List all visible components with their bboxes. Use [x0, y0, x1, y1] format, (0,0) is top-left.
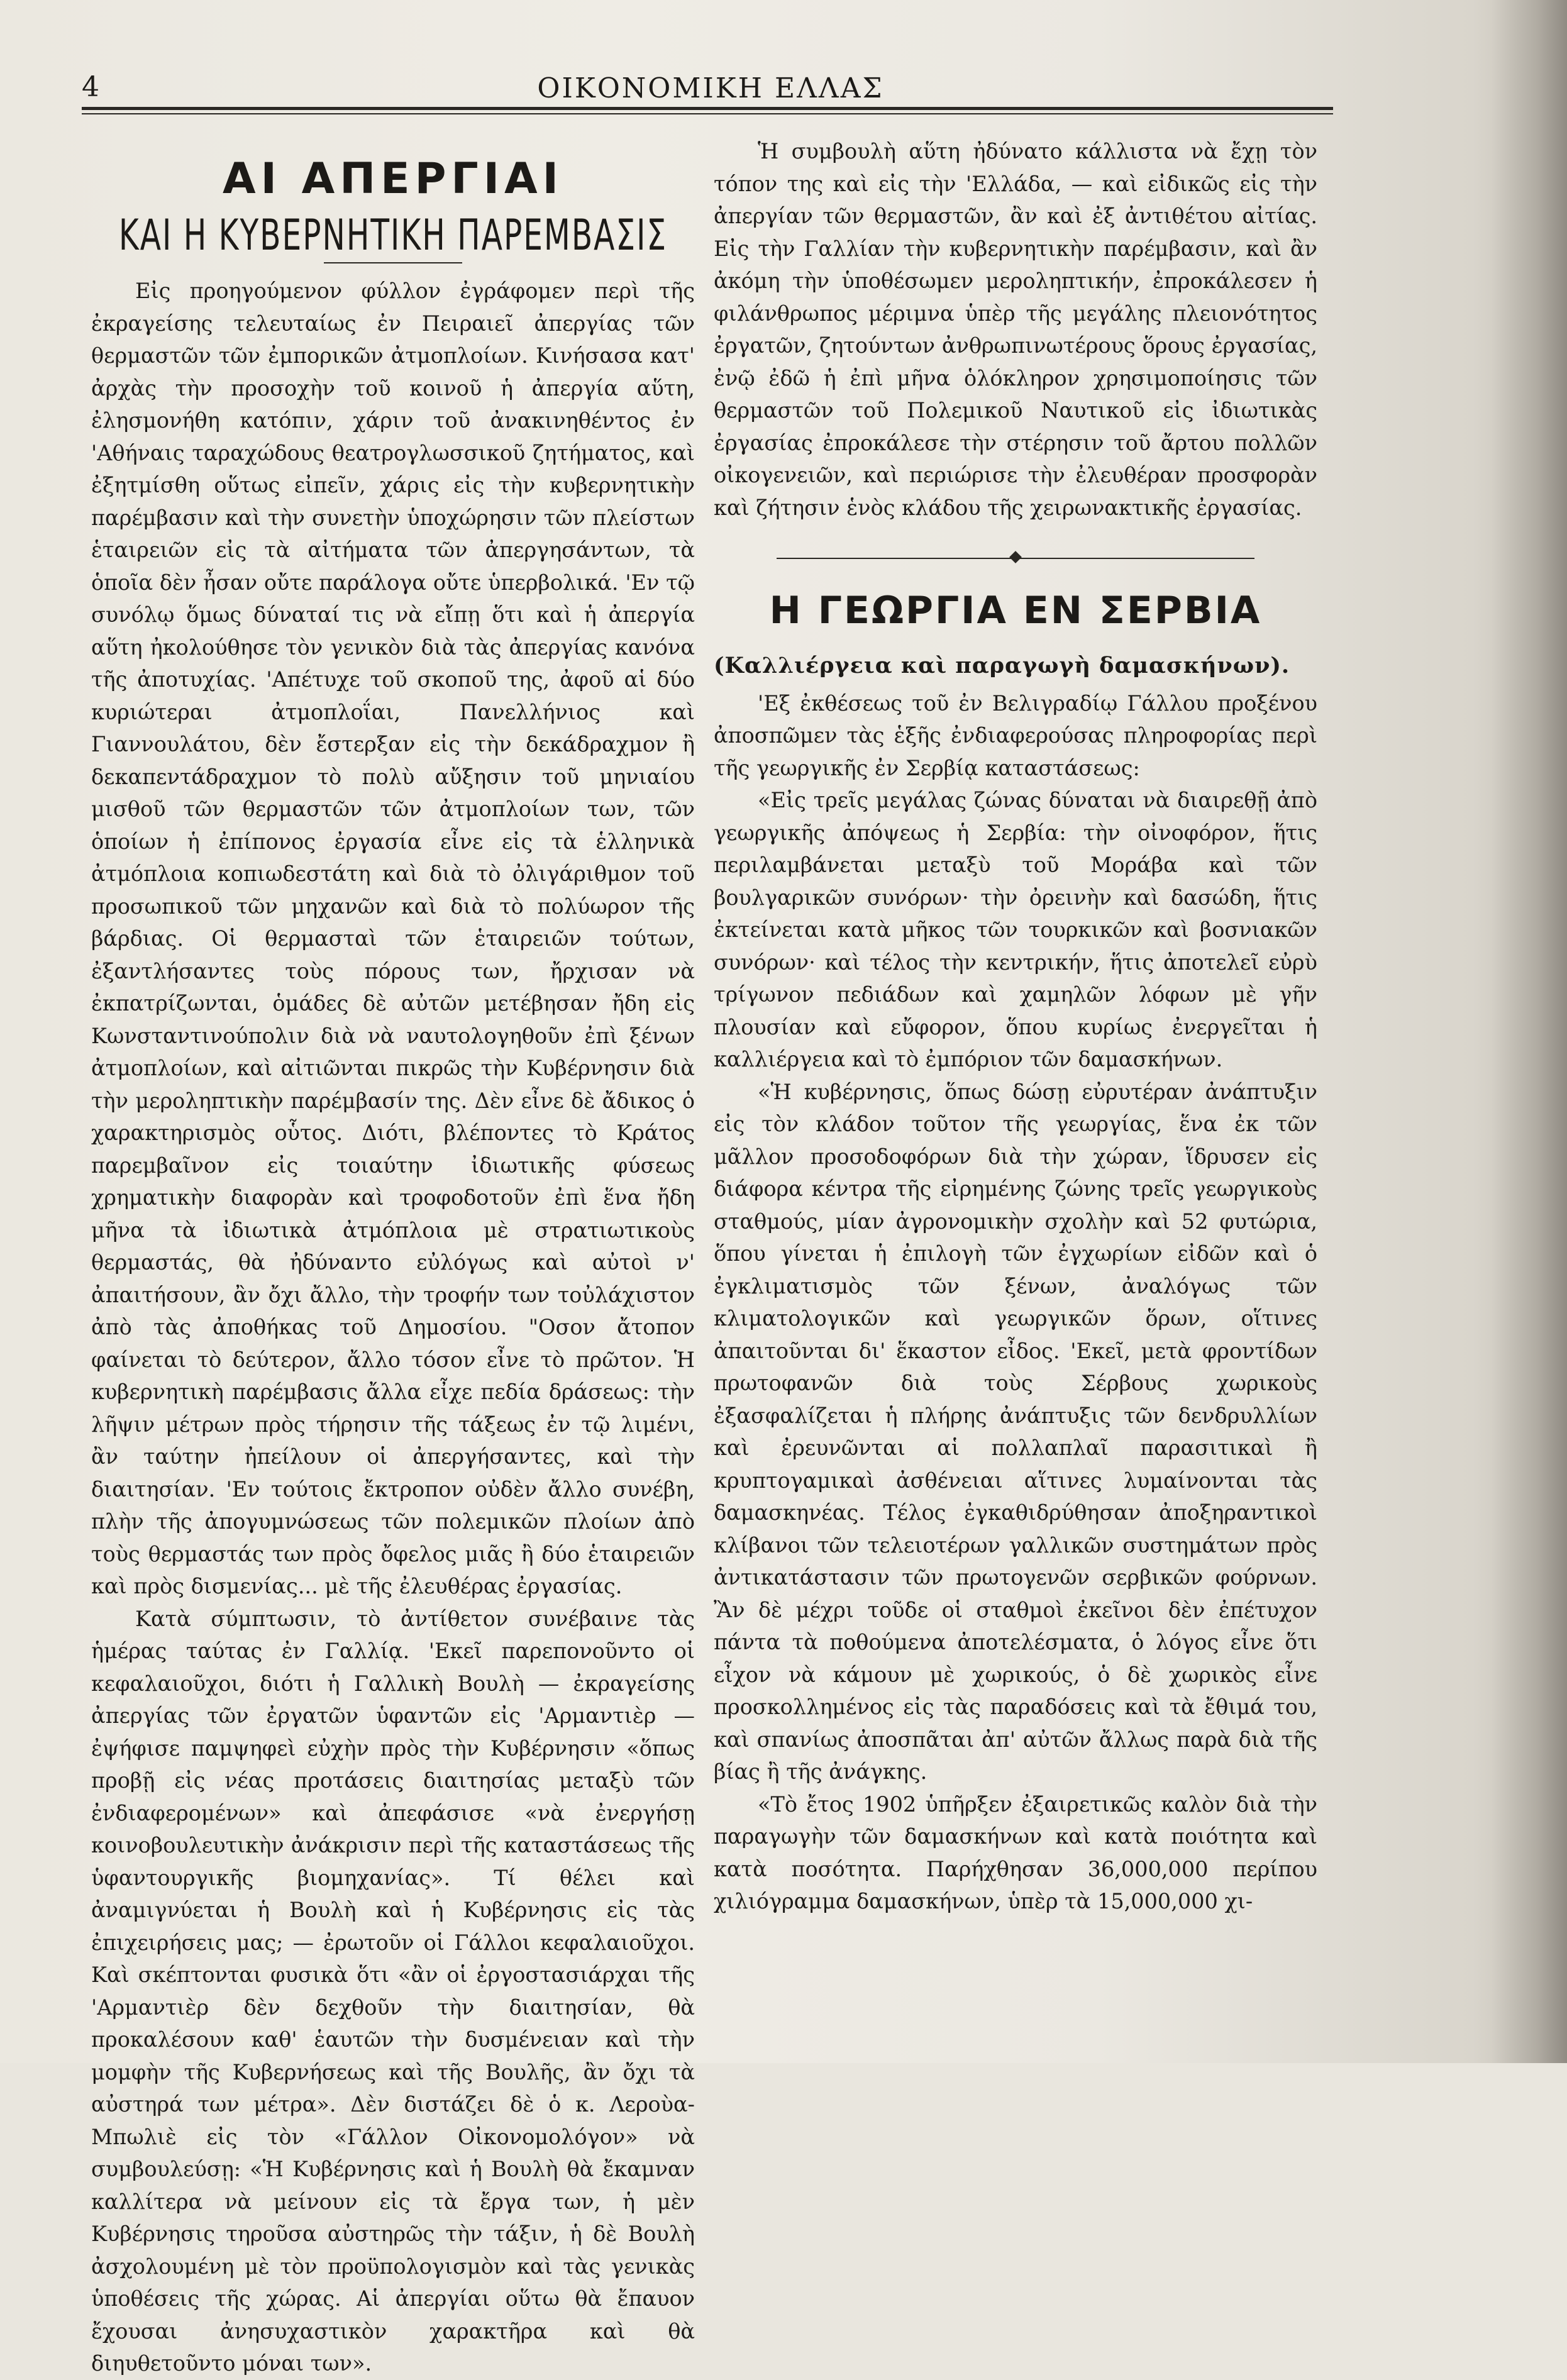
page-number: 4 [82, 71, 99, 103]
article2-paragraph: «Τὸ ἔτος 1902 ὑπῆρξεν ἐξαιρετικῶς καλὸν διὰ τὴν παραγωγὴν τῶν δαμασκήνων καὶ κατὰ ποιότητα καὶ κατὰ ποσότητα. Παρήχθησαν 36,000,000 περίπου χιλιόγραμμα δαμασκήνων, ὑπὲρ τὰ 15,000,000 χι- [714, 1791, 1317, 1913]
running-title: ΟΙΚΟΝΟΜΙΚΗ ΕΛΛΑΣ [537, 72, 884, 104]
section-divider [714, 543, 1317, 574]
left-column [91, 135, 695, 2376]
page-edge-shadow [1492, 0, 1567, 2063]
article1-paragraph: Εἰς προηγούμενον φύλλον ἐγράφομεν περὶ τῆς ἐκραγείσης τελευταίως ἐν Πειραιεῖ ἀπεργίας τῶν θερμαστῶν τῶν ἐμπορικῶν ἀτμοπλοίων. Κινήσασα κατ' ἀρχὰς τὴν προσοχὴν τοῦ κοινοῦ ἡ ἀπεργία αὕτη, ἐλησμονήθη κατόπιν, χάριν τοῦ ἀνακινηθέντος ἐν 'Αθήναις ταραχώδους θεατρογλωσσικοῦ ζητήματος, καὶ ἐξητμίσθη οὕτως εἰπεῖν, χάρις εἰς τὴν κυβερνητικὴν παρέμβασιν καὶ τὴν συνετὴν ὑποχώρησιν τῶν πλείστων ἑταιρειῶν εἰς τὰ αἰτήματα τῶν ἀπεργησάντων, τὰ ὁποῖα δὲν ἦσαν οὔτε παράλογα οὔτε ὑπερβολικά. 'Εν τῷ συνόλῳ ὅμως δύναταί τις νὰ εἴπῃ ὅτι καὶ ἡ ἀπεργία αὕτη ἠκολούθησε τὸν γενικὸν διὰ τὰς ἀπεργίας κανόνα τῆς ἀποτυχίας. 'Απέτυχε τοῦ σκοποῦ της, ἀφοῦ αἱ δύο κυριώτεραι ἀτμοπλοΐαι, Πανελλήνιος καὶ Γιαννουλάτου, δὲν ἔστερξαν εἰς τὴν δεκάδραχμον ἢ δεκαπεντάδραχμον τὸ πολὺ αὔξησιν τοῦ μηνιαίου μισθοῦ τῶν θερμαστῶν τῶν ἀτμοπλοίων των, τῶν ὁποίων ἡ ἐπίπονος ἐργασία εἶνε εἰς τὰ ἑλληνικὰ ἀτμόπλοια κοπιωδεστάτη καὶ διὰ τὸ ὀλιγάριθμον τοῦ προσωπικοῦ τῶν μηχανῶν καὶ διὰ τὸ πολύωρον τῆς βάρδιας. Οἱ θερμασταὶ τῶν ἑταιρειῶν τούτων, ἐξαντλήσαντες τοὺς πόρους των, ἤρχισαν νὰ ἐκπατρίζωνται, ὁμάδες δὲ αὐτῶν μετέβησαν ἤδη εἰς Κωνσταντινούπολιν διὰ νὰ ναυτολογηθοῦν ἐπὶ ξένων ἀτμοπλοίων, καὶ αἰτιῶνται πικρῶς τὴν Κυβέρνησιν διὰ τὴν μεροληπτικὴν παρέμβασίν της. Δὲν εἶνε δὲ ἄδικος ὁ χαρακτηρισμὸς οὗτος. Διότι, βλέποντες τὸ Κράτος παρεμβαῖνον εἰς τοιαύτην ἰδιωτικῆς φύσεως χρηματικὴν διαφορὰν καὶ τροφοδοτοῦν ἐπὶ ἕνα ἤδη μῆνα τὰ ἰδιωτικὰ ἀτμόπλοια μὲ στρατιωτικοὺς θερμαστάς, θὰ ἠδύναντο εὐλόγως καὶ αὐτοὶ ν' ἀπαιτήσουν, ἂν ὄχι ἄλλο, τὴν τροφήν των τοὐλάχιστον ἀπὸ τὰς ἀποθήκας τοῦ Δημοσίου. "Οσον ἄτοπον φαίνεται τὸ δεύτερον, ἄλλο τόσον εἶνε τὸ πρῶτον. Ἡ κυβερνητικὴ παρέμβασις ἄλλα εἶχε πεδία δράσεως: τὴν λῆψιν μέτρων πρὸς τήρησιν τῆς τάξεως ἐν τῷ λιμένι, ἂν ταύτην ἠπείλουν οἱ ἀπεργήσαντες, καὶ τὴν διαιτησίαν. 'Εν τούτοις ἔκτροπον οὐδὲν ἄλλο συνέβη, πλὴν τῆς ἀπογυμνώσεως τῶν πολεμικῶν πλοίων ἀπὸ τοὺς θερμαστάς των πρὸς ὄφελος μιᾶς ἢ δύο ἑταιρειῶν καὶ πρὸς δισμενίας... μὲ τῆς ἐλευθέρας ἐργασίας. [91, 279, 695, 1598]
diamond-ornament-icon [1009, 551, 1022, 563]
right-column [714, 135, 1317, 2022]
article1-title-line2: ΚΑΙ Η ΚΥΒΕΡΝΗΤΙΚΗ ΠΑΡΕΜΒΑΣΙΣ [118, 210, 668, 260]
article2-subtitle: (Καλλιέργεια καὶ παραγωγὴ δαμασκήνων). [714, 653, 1290, 678]
page-header [82, 60, 1339, 110]
header-rule-thin [82, 113, 1333, 114]
article1-paragraph: Κατὰ σύμπτωσιν, τὸ ἀντίθετον συνέβαινε τὰς ἡμέρας ταύτας ἐν Γαλλίᾳ. 'Εκεῖ παρεπονοῦντο οἱ κεφαλαιοῦχοι, διότι ἡ Γαλλικὴ Βουλὴ — ἐκραγείσης ἀπεργίας τῶν ἐργατῶν ὑφαντῶν εἰς 'Αρμαντιὲρ — ἐψήφισε παμψηφεὶ εὐχὴν πρὸς τὴν Κυβέρνησιν «ὅπως προβῇ εἰς νέας προτάσεις διαιτησίας μεταξὺ τῶν ἐνδιαφερομένων» καὶ ἀπεφάσισε «νὰ ἐνεργήσῃ κοινοβουλευτικὴν ἀνάκρισιν περὶ τῆς καταστάσεως τῆς ὑφαντουργικῆς βιομηχανίας». Τί θέλει καὶ ἀναμιγνύεται ἡ Βουλὴ καὶ ἡ Κυβέρνησις εἰς τὰς ἐπιχειρήσεις μας; — ἐρωτοῦν οἱ Γάλλοι κεφαλαιοῦχοι. Καὶ σκέπτονται φυσικὰ ὅτι «ἂν οἱ ἐργοστασιάρχαι τῆς 'Αρμαντιὲρ δὲν δεχθοῦν τὴν διαιτησίαν, θὰ προκαλέσουν καθ' ἑαυτῶν τὴν δυσμένειαν καὶ τὴν μομφὴν τῆς Κυβερνήσεως καὶ τῆς Βουλῆς, ἂν ὄχι τὰ αὐστηρά των μέτρα». Δὲν διστάζει δὲ ὁ κ. Λεροὺα-Μπωλιὲ εἰς τὸν «Γάλλον Οἰκονομολόγον» νὰ συμβουλεύσῃ: «Ἡ Κυβέρνησις καὶ ἡ Βουλὴ θὰ ἔκαμναν καλλίτερα νὰ μείνουν εἰς τὰ ἔργα των, ἡ μὲν Κυβέρνησις τηροῦσα αὐστηρῶς τὴν τάξιν, ἡ δὲ Βουλὴ ἀσχολουμένη μὲ τὸν προϋπολογισμὸν καὶ τὰς γενικὰς ὑποθέσεις τῆς χώρας. Αἱ ἀπεργίαι οὕτω θὰ ἔπαυον ἔχουσαι ἀνησυχαστικὸν χαρακτῆρα καὶ θὰ διηυθετοῦντο μόναι των». [91, 1606, 695, 2376]
article1-paragraph: Ἡ συμβουλὴ αὕτη ἠδύνατο κάλλιστα νὰ ἔχῃ τὸν τόπον της καὶ εἰς τὴν 'Ελλάδα, — καὶ εἰδικῶς εἰς τὴν ἀπεργίαν τῶν θερμαστῶν, ἂν καὶ ἐξ ἀντιθέτου αἰτίας. Εἰς τὴν Γαλλίαν τὴν κυβερνητικὴν παρέμβασιν, καὶ ἂν ἀκόμη τὴν ὑποθέσωμεν μεροληπτικήν, ἐπροκάλεσεν ἡ φιλάνθρωπος μέριμνα ὑπὲρ τῆς μεγάλης πλειονότητος ἐργατῶν, ζητούντων ἀνθρωπινωτέρους ὅρους ἐργασίας, ἐνῷ ἐδῶ ἡ ἐπὶ μῆνα ὁλόκληρον χρησιμοποίησις τῶν θερμαστῶν τοῦ Πολεμικοῦ Ναυτικοῦ εἰς ἰδιωτικὰς ἐργασίας ἐπροκάλεσε τὴν στέρησιν τοῦ ἄρτου πολλῶν οἰκογενειῶν, καὶ περιώρισε τὴν ἐλευθέραν προσφορὰν καὶ ζήτησιν ἑνὸς κλάδου τῆς χειρωνακτικῆς ἐργασίας. [714, 139, 1317, 520]
article2-paragraph: «Ἡ κυβέρνησις, ὅπως δώσῃ εὐρυτέραν ἀνάπτυξιν εἰς τὸν κλάδον τοῦτον τῆς γεωργίας, ἕνα ἐκ τῶν μᾶλλον προσοδοφόρων διὰ τὴν χώραν, ἵδρυσεν εἰς διάφορα κέντρα τῆς εἰρημένης ζώνης τρεῖς γεωργικοὺς σταθμούς, μίαν ἀγρονομικὴν σχολὴν καὶ 52 φυτώρια, ὅπου γίνεται ἡ ἐπιλογὴ τῶν ἐγχωρίων εἰδῶν καὶ ὁ ἐγκλιματισμὸς τῶν ξένων, ἀναλόγως τῶν κλιματολογικῶν καὶ γεωργικῶν ὅρων, οἵτινες ἀπαιτοῦνται δι' ἕκαστον εἶδος. 'Εκεῖ, μετὰ φροντίδων πρωτοφανῶν διὰ τοὺς Σέρβους χωρικοὺς ἐξασφαλίζεται ἡ πλήρης ἀνάπτυξις τῶν δενδρυλλίων καὶ ἐρευνῶνται αἱ πολλαπλαῖ παρασιτικαὶ ἢ κρυπτογαμικαὶ ἀσθένειαι αἵτινες λυμαίνονται τὰς δαμασκηνέας. Τέλος ἐγκαθιδρύθησαν ἀποξηραντικοὶ κλίβανοι τῶν τελειοτέρων γαλλικῶν συστημάτων πρὸς ἀντικατάστασιν τῶν πρωτογενῶν σερβικῶν φούρνων. Ἂν δὲ μέχρι τοῦδε οἱ σταθμοὶ ἐκεῖνοι δὲν ἐπέτυχον πάντα τὰ ποθούμενα ἀποτελέσματα, ὁ λόγος εἶνε ὅτι εἶχον νὰ κάμουν μὲ χωρικούς, ὁ δὲ χωρικὸς εἶνε προσκολλημένος εἰς τὰς παραδόσεις καὶ τὰ ἔθιμά του, καὶ σπανίως ἀποσπᾶται ἀπ' αὐτῶν ἄλλως παρὰ διὰ τῆς βίας ἢ τῆς ἀνάγκης. [714, 1079, 1317, 1784]
article2-paragraph: «Εἰς τρεῖς μεγάλας ζώνας δύναται νὰ διαιρεθῇ ἀπὸ γεωργικῆς ἀπόψεως ἡ Σερβία: τὴν οἰνοφόρον, ἥτις περιλαμβάνεται μεταξὺ τοῦ Μοράβα καὶ τῶν βουλγαρικῶν συνόρων· τὴν ὀρεινὴν καὶ δασώδη, ἥτις ἐκτείνεται κατὰ μῆκος τῶν τουρκικῶν καὶ βοσνιακῶν συνόρων· καὶ τέλος τὴν κεντρικήν, ἥτις ἀποτελεῖ εὐρὺ τρίγωνον πεδιάδων καὶ χαμηλῶν λόφων μὲ γῆν πλουσίαν καὶ εὔφορον, ὅπου κυρίως ἐνεργεῖται ἡ καλλιέργεια καὶ τὸ ἐμπόριον τῶν δαμασκήνων. [714, 788, 1317, 1071]
title-rule [324, 262, 462, 263]
article1-title-line1: ΑΙ ΑΠΕΡΓΙΑΙ [223, 154, 563, 204]
article2-paragraph: 'Εξ ἐκθέσεως τοῦ ἐν Βελιγραδίῳ Γάλλου προξένου ἀποσπῶμεν τὰς ἑξῆς ἐνδιαφερούσας πληροφορίας περὶ τῆς γεωργικῆς ἐν Σερβίᾳ καταστάσεως: [714, 690, 1317, 780]
header-rule-thick [82, 107, 1333, 110]
article2-title: Η ΓΕΩΡΓΙΑ ΕΝ ΣΕΡΒΙΑ [769, 589, 1262, 633]
